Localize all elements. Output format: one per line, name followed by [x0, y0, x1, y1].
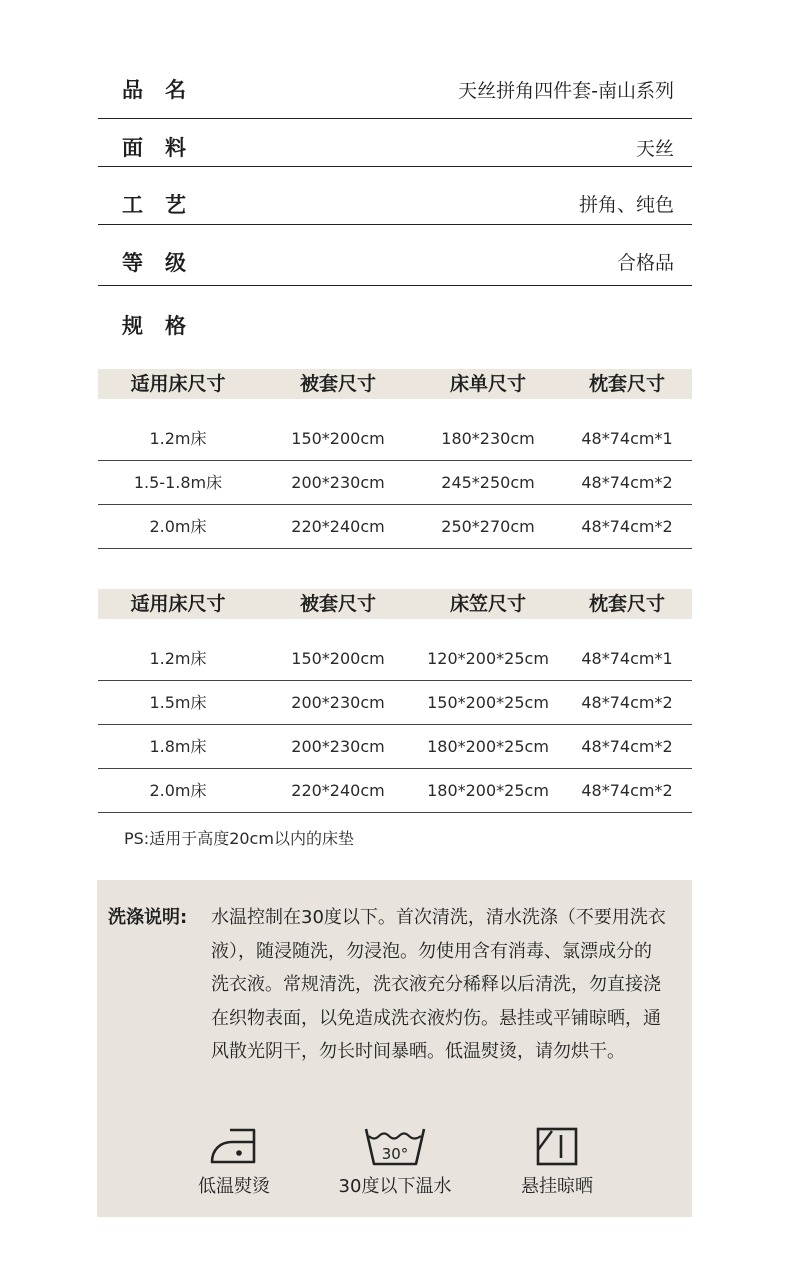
care-item-wash: [325, 1126, 465, 1198]
washing-instructions: [97, 880, 692, 1217]
table-cell: 2.0m床: [149, 517, 207, 536]
care-label: 悬挂晾晒: [521, 1176, 593, 1197]
table-header-cell: 被套尺寸: [299, 373, 376, 395]
table-row: [98, 417, 692, 461]
info-row-fabric: [98, 118, 692, 167]
table-header-cell: 被套尺寸: [299, 593, 376, 615]
table-row: [98, 769, 692, 813]
table-cell: 1.2m床: [149, 649, 207, 668]
table-cell: 1.8m床: [149, 737, 207, 756]
table-cell: 200*230cm: [291, 693, 385, 712]
info-label: 工艺: [122, 193, 208, 217]
table-cell: 180*200*25cm: [427, 781, 549, 800]
spec-label: 规格: [122, 314, 208, 338]
table-header-cell: 适用床尺寸: [130, 593, 226, 615]
care-label: 低温熨烫: [198, 1176, 270, 1197]
table-header: [98, 589, 692, 619]
table-cell: 250*270cm: [441, 517, 535, 536]
table-header-cell: 床单尺寸: [449, 373, 526, 395]
table-cell: 220*240cm: [291, 781, 385, 800]
washing-title: 洗涤说明:: [108, 907, 188, 928]
table-cell: 220*240cm: [291, 517, 385, 536]
table-header-cell: 枕套尺寸: [588, 373, 665, 395]
table-cell: 1.5m床: [149, 693, 207, 712]
hang-dry-icon: [535, 1126, 579, 1166]
info-label: 面料: [122, 136, 208, 160]
table-cell: 120*200*25cm: [427, 649, 549, 668]
table-header: [98, 369, 692, 399]
table-cell: 48*74cm*2: [581, 517, 673, 536]
info-row-craft: [98, 167, 692, 225]
table-cell: 48*74cm*2: [581, 781, 673, 800]
table-cell: 48*74cm*2: [581, 737, 673, 756]
table-row: [98, 725, 692, 769]
table-cell: 48*74cm*2: [581, 693, 673, 712]
care-item-iron: [179, 1126, 289, 1198]
table-row: [98, 681, 692, 725]
info-value: 天丝拼角四件套-南山系列: [458, 80, 674, 102]
iron-low-icon: [208, 1126, 260, 1166]
table-cell: 1.2m床: [149, 429, 207, 448]
table-cell: 180*200*25cm: [427, 737, 549, 756]
info-row-grade: [98, 225, 692, 286]
table-cell: 48*74cm*2: [581, 473, 673, 492]
info-label: 等级: [122, 251, 208, 275]
table-cell: 245*250cm: [441, 473, 535, 492]
table-cell: 48*74cm*1: [581, 429, 673, 448]
table-cell: 150*200cm: [291, 429, 385, 448]
table-cell: 48*74cm*1: [581, 649, 673, 668]
table-cell: 200*230cm: [291, 473, 385, 492]
table-header-cell: 枕套尺寸: [588, 593, 665, 615]
info-value: 合格品: [616, 252, 674, 274]
table-cell: 180*230cm: [441, 429, 535, 448]
table-row: [98, 505, 692, 549]
ps-note: PS:适用于高度20cm以内的床垫: [124, 829, 354, 848]
info-value: 天丝: [635, 138, 674, 160]
info-value: 拼角、纯色: [578, 194, 674, 216]
washing-text: 水温控制在30度以下。首次清洗，清水洗涤（不要用洗衣液），随浸随洗，勿浸泡。勿使用含有消毒、氯漂成分的洗衣液。常规清洗，洗衣液充分稀释以后清洗，勿直接浇在织物表面，以免造成洗衣液灼伤。悬挂或平铺晾晒，通风散光阴干，勿长时间暴晒。低温熨烫，请勿烘干。: [211, 907, 666, 1062]
table-cell: 150*200*25cm: [427, 693, 549, 712]
care-item-hang: [502, 1126, 612, 1198]
table-row: [98, 637, 692, 681]
size-table-fitted: [98, 589, 692, 813]
wash-temp-text: 30°: [381, 1145, 409, 1163]
info-row-name: [98, 60, 692, 119]
table-cell: 2.0m床: [149, 781, 207, 800]
wash-30-icon: [363, 1126, 427, 1166]
table-cell: 1.5-1.8m床: [133, 473, 223, 492]
table-row: [98, 461, 692, 505]
size-table-sheet: [98, 369, 692, 549]
info-label: 品名: [122, 78, 208, 102]
table-header-cell: 床笠尺寸: [449, 593, 526, 615]
table-cell: 200*230cm: [291, 737, 385, 756]
table-cell: 150*200cm: [291, 649, 385, 668]
care-label: 30度以下温水: [338, 1176, 452, 1197]
table-header-cell: 适用床尺寸: [130, 373, 226, 395]
